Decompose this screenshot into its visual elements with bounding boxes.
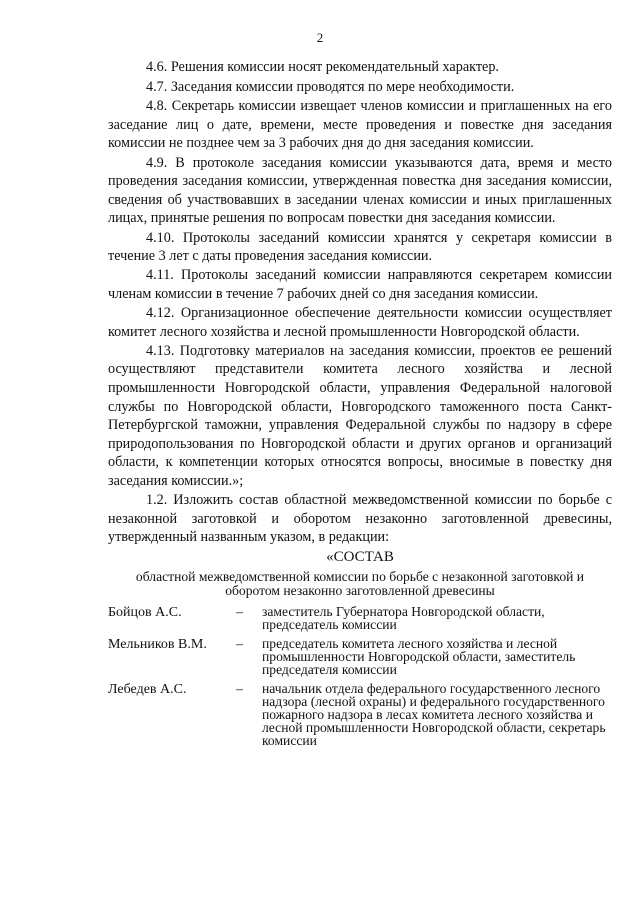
member-name: Бойцов А.С. [108,605,182,620]
document-body [108,58,612,753]
paragraph-1-2: 1.2. Изложить состав областной межведомственной комиссии по борьбе с незаконной заготовкой и оборотом незаконно заготовленной древесины, утвержденный названным указом, в редакции: [108,492,612,546]
member-dash: – [236,637,243,652]
member-row [108,682,612,747]
paragraph-4-9: 4.9. В протоколе заседания комиссии указываются дата, время и место проведения заседания комиссии, утвержденная повестка дня заседания комиссии, сведения об участвовавших в заседании членах комиссии и иных приглашенных лицах, принятые решения по вопросам повестки дня заседания комиссии. [108,154,612,227]
members-list [108,605,612,747]
composition-subheading: областной межведомственной комиссии по борьбе с незаконной заготовкой и оборотом незаконно заготовленной древесины [135,569,585,598]
member-dash: – [236,605,243,620]
member-name: Лебедев А.С. [108,682,187,697]
paragraph-4-12: 4.12. Организационное обеспечение деятельности комиссии осуществляет комитет лесного хозяйства и лесной промышленности Новгородской области. [108,305,612,340]
member-row [108,605,612,631]
member-role: начальник отдела федерального государственного лесного надзора (лесной охраны) и федерального государственного пожарного надзора в лесах комитета лесного хозяйства и лесной промышленности Новгородской области, секретарь комиссии [262,681,606,748]
paragraph-4-8: 4.8. Секретарь комиссии извещает членов комиссии и приглашенных на его заседание лиц о дате, времени, месте проведения и повестке дня заседания комиссии не позднее чем за 3 рабочих дня до дня заседания комиссии. [108,98,612,152]
paragraph-4-13: 4.13. Подготовку материалов на заседания комиссии, проектов ее решений осуществляют представители комитета лесного хозяйства и лесной промышленности Новгородской области, управления Федеральной налоговой службы по Новгородской области, Новгородского таможенного поста Санкт-Петербургской таможни, управления Федеральной службы по надзору в сфере природопользования по Новгородской области и других органов и организаций области, к компетенции которых относятся вопросы, вносимые в повестку дня заседания комиссии.»; [108,342,612,490]
paragraph-4-10: 4.10. Протоколы заседаний комиссии хранятся у секретаря комиссии в течение 3 лет с даты проведения заседания комиссии. [108,229,612,265]
composition-heading: «СОСТАВ [326,549,394,565]
paragraph-4-6: 4.6. Решения комиссии носят рекомендательный характер. [146,59,499,75]
paragraph-4-11: 4.11. Протоколы заседаний комиссии направляются секретарем комиссии членам комиссии в течение 7 рабочих дней со дня заседания комиссии. [108,267,612,302]
member-name: Мельников В.М. [108,637,207,652]
paragraph-4-7: 4.7. Заседания комиссии проводятся по мере необходимости. [146,78,515,95]
member-dash: – [236,682,243,697]
member-role: председатель комитета лесного хозяйства и лесной промышленности Новгородской области, заместитель председателя комиссии [262,636,576,677]
member-role: заместитель Губернатора Новгородской области, председатель комиссии [262,604,545,632]
member-row [108,637,612,676]
page-number: 2 [316,30,324,45]
